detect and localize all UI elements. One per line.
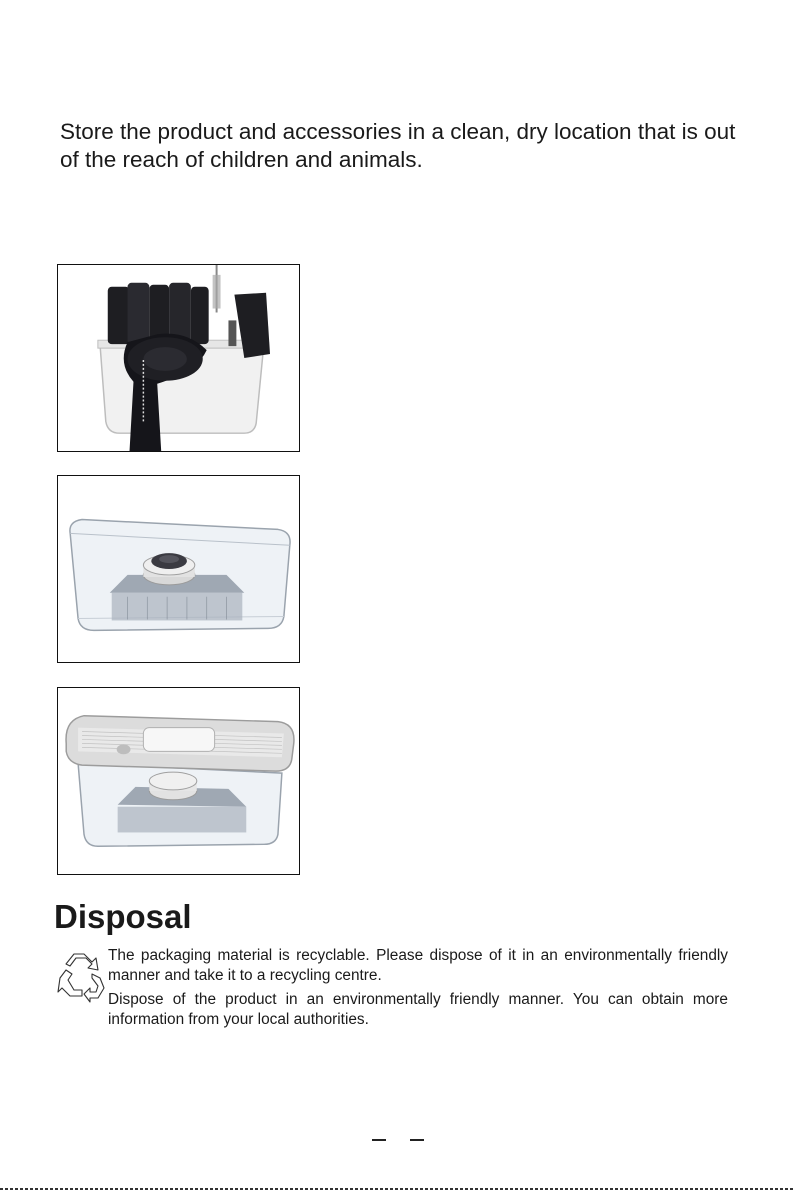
footer-rule [0, 1188, 795, 1190]
disposal-heading: Disposal [54, 898, 192, 935]
storage-instruction: Store the product and accessories in a clean, dry location that is out of the reach of children and animals. [60, 119, 736, 172]
container-with-lid-image [57, 687, 300, 875]
container-with-blade-image [57, 475, 300, 663]
packaging-disposal-text: The packaging material is recyclable. Please dispose of it in an environmentally friendly manner and take it to a recycling centre. [108, 947, 728, 984]
product-disposal-text: Dispose of the product in an environmentally friendly manner. You can obtain more information from your local authorities. [108, 991, 728, 1028]
page-number-marker [368, 1134, 428, 1146]
storage-box-image [57, 264, 300, 452]
recycle-icon [52, 948, 108, 1004]
